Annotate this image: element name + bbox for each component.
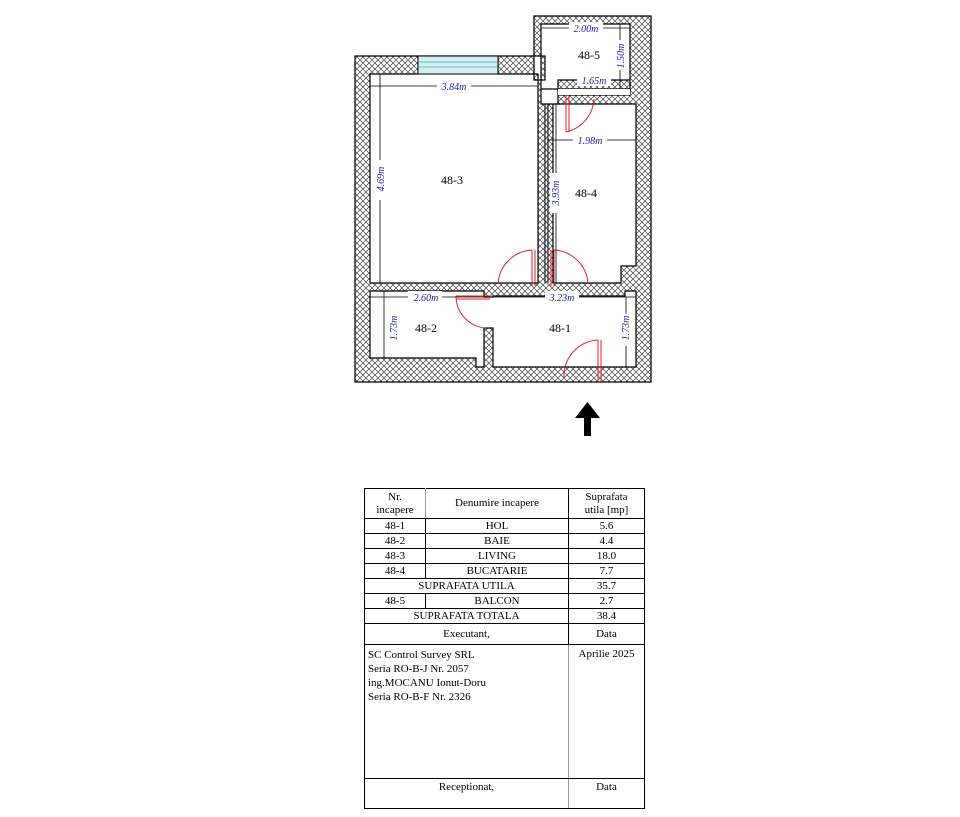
- dim-living-width: 3.84m: [441, 82, 467, 93]
- dim-balcony-depth: 1.50m: [616, 43, 627, 69]
- header-name: Denumire incapere: [426, 489, 569, 519]
- room-label-48-2: 48-2: [415, 321, 437, 335]
- table-row: 48-1 HOL 5.6: [365, 519, 645, 534]
- dim-hall-width: 3.23m: [549, 293, 575, 304]
- subtotal-row: SUPRAFATA UTILA 35.7: [365, 579, 645, 594]
- balcony-row: 48-5 BALCON 2.7: [365, 594, 645, 609]
- dim-living-depth: 4.69m: [376, 166, 387, 192]
- dim-balcony-inner: 1.65m: [581, 76, 607, 87]
- executant-header-row: Executant, Data: [365, 624, 645, 645]
- door-kitchen: [551, 250, 588, 286]
- door-bath: [456, 296, 490, 328]
- dim-kitchen-width: 1.98m: [577, 136, 603, 147]
- executant-details: SC Control Survey SRL Seria RO-B-J Nr. 2057 ing.MOCANU Ionut-Doru Seria RO-B-F Nr. 2326: [365, 645, 569, 779]
- dim-balcony-width: 2.00m: [573, 24, 599, 35]
- area-table: [364, 488, 645, 809]
- room-label-48-3: 48-3: [441, 173, 463, 187]
- dim-bath-width: 2.60m: [413, 293, 439, 304]
- table-header-row: [365, 489, 645, 519]
- receptionat-row: Receptionat, Data: [365, 779, 645, 809]
- dim-bath-depth: 1.73m: [389, 315, 400, 341]
- entrance-arrow-icon: [575, 402, 600, 436]
- total-row: SUPRAFATA TOTALA 38.4: [365, 609, 645, 624]
- room-label-48-4: 48-4: [575, 186, 597, 200]
- header-area: Suprafata utila [mp]: [569, 489, 645, 519]
- dim-kitchen-depth: 3.93m: [551, 180, 562, 206]
- header-nr: Nr. incapere: [365, 489, 426, 519]
- table-row: 48-3 LIVING 18.0: [365, 549, 645, 564]
- executant-row: [365, 645, 645, 779]
- door-living: [498, 250, 535, 286]
- window: [418, 56, 498, 74]
- table-row: 48-2 BAIE 4.4: [365, 534, 645, 549]
- executant-date: Aprilie 2025: [569, 645, 645, 779]
- dim-hall-depth: 1.73m: [621, 315, 632, 341]
- table-row: 48-4 BUCATARIE 7.7: [365, 564, 645, 579]
- room-label-48-5: 48-5: [578, 48, 600, 62]
- room-label-48-1: 48-1: [549, 321, 571, 335]
